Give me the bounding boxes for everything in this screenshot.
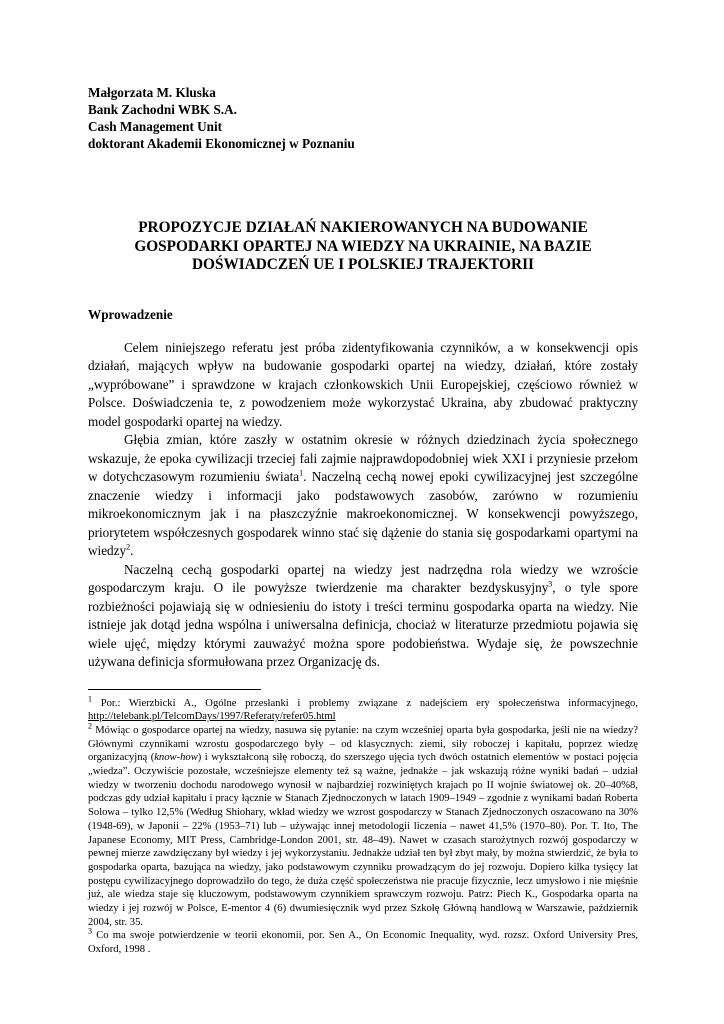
- paragraph-2-part-a: Głębia zmian, które zaszły w ostatnim okresie w różnych dziedzinach życia społecznego wskazuje, że epoka cywilizacji trzeciej fali zajmie najprawdopodobniej wiek XXI i przyniesie przełom w dotychczasowym rozumieniu świata: [88, 432, 638, 484]
- footnote-3: [88, 926, 638, 956]
- author-name: Małgorzata M. Kluska: [88, 85, 216, 100]
- footnote-2-text-b: ) i wykształconą siłę roboczą, do szerszego ujęcia tych dwóch ostatnich elementów w postaci pojęcia „wiedza”. Oczywiście pozostałe, wcześniejsze elementy też są ważne, jednakże – jak wskazują różne wyniki badań – udział wiedzy w tworzeniu dochodu narodowego wynosił w najbardziej rozwiniętych krajach po II wojnie światowej ok. 20–40%8, podczas gdy udział kapitału i pracy łącznie w Stanach Zjednoczonych w latach 1909–1949 – zgodnie z wynikami badań Roberta Solowa – tylko 12,5% (Według Shiohary, wkład wiedzy we wzrost gospodarczy w Stanach Zjednoczonych oszacowano na 30% (1948-69), w Japonii – 22% (1953–71) lub – używając innej metodologii liczenia – nawet 41,5% (1970–80). Por. T. Ito, The Japanese Economy, MIT Press, Cambridge-London 2001, str. 48–49). Nawet w czasach starożytnych rozwój gospodarczy w pewnej mierze zawdzięczany był wiedzy i jej wykorzystaniu. Jednakże udział ten był zbyt mały, by można stwierdzić, że była to gospodarka oparta, bazująca na wiedzy, jako podstawowym czynniku prowadzącym do jej rozwoju. Dopiero kilka tysięcy lat postępu cywilizacyjnego doprowadziło do tego, że duża część społeczeństwa nie pracuje fizycznie, lecz umysłowo i nie mięśnie już, ale wiedza staje się kluczowym, podstawowym czynnikiem sprawczym rozwoju. Patrz: Piech K., Gospodarka oparta na wiedzy i jej rozwój w Polsce, E-mentor 4 (6) dwumiesięcznik wyd przez Szkołę Główną handlową w Warszawie, październik 2004, str. 35.: [88, 752, 638, 928]
- paragraph-2-part-c: .: [130, 543, 134, 558]
- footnote-3-text: Co ma swoje potwierdzenie w teorii ekonomii, por. Sen A., On Economic Inequality, wyd. rozsz. Oxford University Pres, Oxford, 1998 .: [88, 930, 638, 956]
- footnote-2: [88, 721, 638, 930]
- author-affiliation-academy: doktorant Akademii Ekonomicznej w Poznaniu: [88, 136, 355, 151]
- title-line-3: DOŚWIADCZEŃ UE I POLSKIEJ TRAJEKTORII: [192, 256, 534, 273]
- author-affiliation-bank: Bank Zachodni WBK S.A.: [88, 102, 237, 117]
- paragraph-2-part-b: . Naczelną cechą nowej epoki cywilizacyjnej jest szczególne znaczenie wiedzy i informacji jako podstawowych zasobów, zarówno w rozumieniu mikroekonomicznym jak i na płaszczyźnie makroekonomicznej. W konsekwencji powyższego, priorytetem współczesnych gospodarek winno stać się dążenie do stania się gospodarkami opartymi na wiedzy: [88, 469, 638, 558]
- footnote-2-text-a: Mówiąc o gospodarce opartej na wiedzy, nasuwa się pytanie: na czym wcześniej oparta była gospodarka, jeśli nie na wiedzy? Głównymi czynnikami wzrostu gospodarczego były – od klasycznych: ziemi, siły roboczej i kapitału, poprzez wiedzę organizacyjną (: [88, 724, 638, 764]
- title-line-2: GOSPODARKI OPARTEJ NA WIEDZY NA UKRAINIE, NA BAZIE: [134, 237, 592, 255]
- paragraph-1: Celem niniejszego referatu jest próba zidentyfikowania czynników, a w konsekwencji opis działań, mających wpływ na budowanie gospodarki opartej na wiedzy, działań, które zostały „wypróbowane” i sprawdzone w krajach członkowskich Unii Europejskiej, częściowo również w Polsce. Doświadczenia te, z powodzeniem może wykorzystać Ukraina, aby zbudować praktyczny model gospodarki opartej na wiedzy.: [88, 339, 638, 429]
- footnote-1-mark: 1: [88, 693, 92, 703]
- footnote-separator: [88, 689, 261, 690]
- footnote-1-link[interactable]: http://telebank.pl/TelcomDays/1997/Referaty/refer05.html: [88, 711, 336, 723]
- footnote-1-text: Por.: Wierzbicki A., Ogólne przesłanki i problemy związane z nadejściem ery społeczeństwa informacyjnego,: [92, 697, 638, 709]
- author-block: [88, 84, 638, 152]
- paragraph-3-part-b: , o tyle spore rozbieżności pojawiają się w odniesieniu do istoty i treści terminu gospodarka oparta na wiedzy. Nie istnieje jak dotąd jedna wspólna i uniwersalna definicja, chociaż w literaturze przedmiotu pojawia się wiele ujęć, między którymi zauważyć można spore podobieństwa. Wydaje się, że powszechnie używana definicja sformułowana przez Organizację ds.: [88, 580, 638, 669]
- footnote-ref-1[interactable]: 1: [299, 468, 304, 478]
- paragraph-3: [88, 561, 638, 672]
- document-page: [88, 84, 638, 957]
- author-affiliation-unit: Cash Management Unit: [88, 119, 223, 134]
- footnote-2-mark: 2: [88, 721, 92, 731]
- footnotes: [88, 693, 638, 957]
- paragraph-2: [88, 431, 638, 561]
- body-text: [88, 339, 638, 672]
- paragraph-3-part-a: Naczelną cechą gospodarki opartej na wiedzy jest nadrzędna rola wiedzy we wzroście gospodarczym kraju. O ile powyższe twierdzenie ma charakter bezdyskusyjny: [88, 561, 638, 595]
- paper-title: [88, 219, 638, 275]
- section-heading: Wprowadzenie: [88, 306, 173, 322]
- footnote-ref-2[interactable]: 2: [126, 542, 131, 552]
- footnote-1: [88, 693, 638, 724]
- footnote-2-italic: know-how: [154, 752, 198, 764]
- footnote-3-mark: 3: [88, 926, 92, 936]
- footnote-ref-3[interactable]: 3: [548, 579, 553, 589]
- title-line-1: PROPOZYCJE DZIAŁAŃ NAKIEROWANYCH NA BUDOWANIE: [138, 219, 588, 236]
